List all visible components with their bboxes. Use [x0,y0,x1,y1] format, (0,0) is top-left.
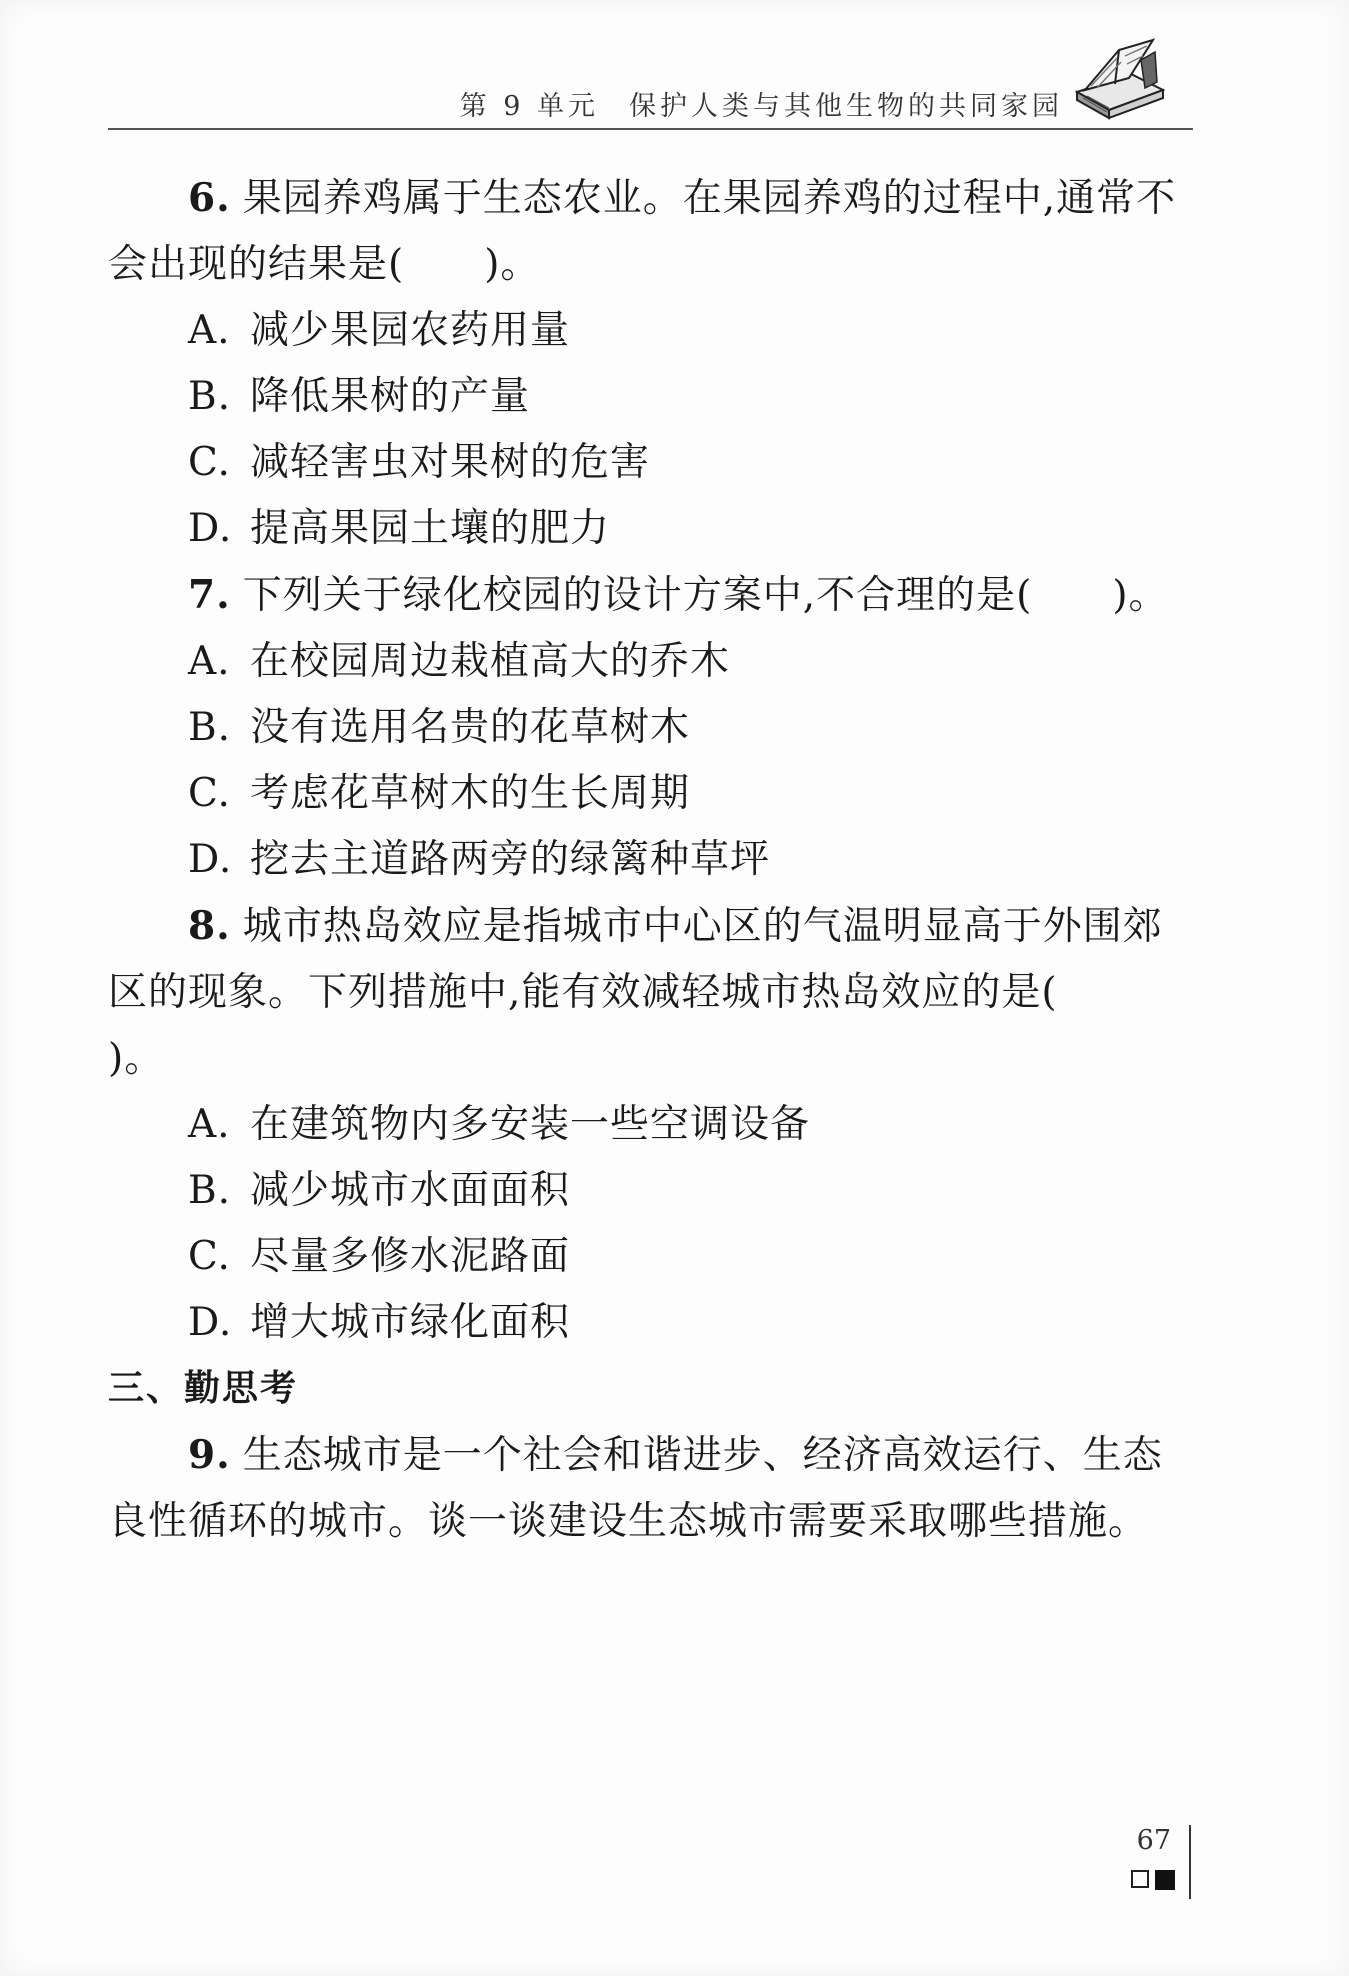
option-text: 考虑花草树木的生长周期 [250,771,691,816]
option-text: 减少果园农药用量 [250,308,571,353]
option-letter: C. [188,771,231,816]
question-text: 下列关于绿化校园的设计方案中,不合理的是( [242,573,1033,618]
page-footer [1111,1825,1191,1905]
question-number: 7. [188,572,231,618]
question-8-option-b [108,1158,1193,1224]
question-text-end: )。 [108,1036,165,1081]
option-letter: C. [188,440,231,485]
question-9 [108,1422,1193,1555]
question-7-option-b [108,695,1193,761]
question-number: 8. [188,903,231,949]
option-text: 挖去主道路两旁的绿篱种草坪 [250,837,771,882]
question-6-option-c [108,430,1193,496]
option-text: 尽量多修水泥路面 [250,1234,571,1279]
header-text [460,84,1063,123]
option-letter: B. [188,1168,232,1213]
section-title: 三、勤思考 [108,1368,299,1409]
question-6-stem [108,165,1193,298]
option-text: 提高果园土壤的肥力 [250,506,611,551]
option-text: 减少城市水面面积 [250,1168,571,1213]
page-number: 67 [1136,1825,1171,1856]
option-letter: A. [188,1102,231,1147]
option-letter: B. [188,705,232,750]
question-text: 城市热岛效应是指城市中心区的气温明显高于外围郊区的现象。下列措施中,能有效减轻城市热岛效应的是( [108,904,1163,1015]
question-text: 果园养鸡属于生态农业。在果园养鸡的过程中,通常不会出现的结果是( [108,176,1177,287]
question-7-option-c [108,761,1193,827]
page-content [108,165,1193,1555]
question-8-option-a [108,1092,1193,1158]
question-6-option-b [108,364,1193,430]
option-letter: D. [188,506,233,551]
question-number: 9. [188,1432,231,1478]
book-icon [1071,34,1171,122]
option-text: 增大城市绿化面积 [250,1300,571,1345]
question-text: 生态城市是一个社会和谐进步、经济高效运行、生态良性循环的城市。谈一谈建设生态城市需要采取哪些措施。 [108,1433,1163,1544]
option-text: 在校园周边栽植高大的乔木 [250,639,731,684]
question-6-option-a [108,298,1193,364]
question-6-option-d [108,496,1193,562]
question-text-end: )。 [1112,573,1169,618]
header-title: 保护人类与其他生物的共同家园 [629,91,1063,122]
question-8-stem [108,893,1193,1092]
option-letter: C. [188,1234,231,1279]
question-text-end: )。 [484,242,541,287]
option-text: 在建筑物内多安装一些空调设备 [250,1102,811,1147]
filled-square-icon [1155,1870,1175,1890]
question-7-stem [108,562,1193,629]
option-letter: D. [188,837,233,882]
footer-divider [1189,1825,1191,1899]
header-unit: 第 9 单元 [459,91,599,122]
option-text: 没有选用名贵的花草树木 [250,705,691,750]
option-text: 降低果树的产量 [250,374,531,419]
option-text: 减轻害虫对果树的危害 [250,440,651,485]
running-header [108,78,1193,130]
question-7-option-d [108,827,1193,893]
question-8-option-c [108,1224,1193,1290]
hollow-square-icon [1131,1870,1149,1888]
option-letter: A. [188,308,231,353]
question-8-option-d [108,1290,1193,1356]
option-letter: A. [188,639,231,684]
option-letter: D. [188,1300,233,1345]
option-letter: B. [188,374,232,419]
question-7-option-a [108,629,1193,695]
question-number: 6. [188,175,231,221]
